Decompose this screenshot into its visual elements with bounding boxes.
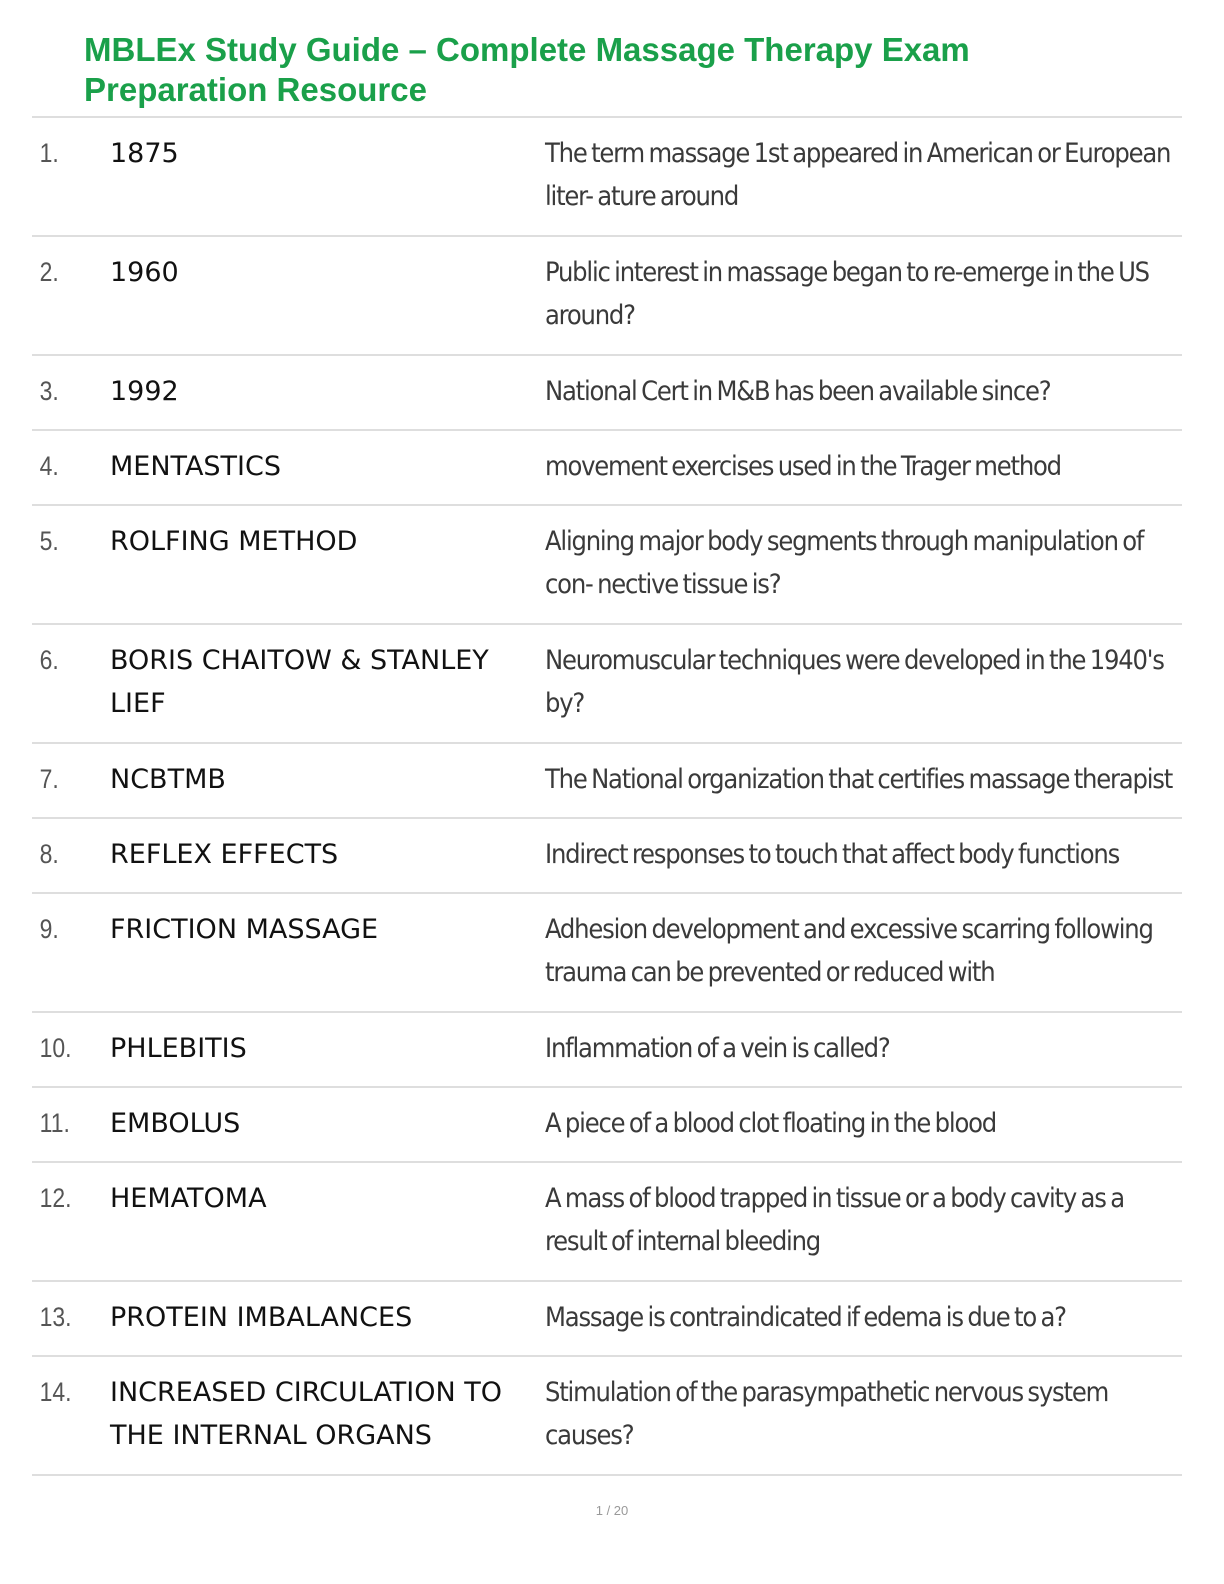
item-definition: Public interest in massage began to re-emerge in the US around? [545, 257, 1149, 331]
item-number: 14. [39, 1377, 72, 1407]
list-item [32, 1088, 1182, 1163]
item-number: 1. [39, 138, 59, 168]
item-number: 5. [39, 526, 59, 556]
item-definition: Neuromuscular techniques were developed in the 1940's by? [545, 645, 1164, 719]
item-definition: Stimulation of the parasympathetic nervous system causes? [545, 1377, 1109, 1451]
list-item [32, 237, 1182, 356]
item-number: 7. [39, 764, 59, 794]
page-title: MBLEx Study Guide – Complete Massage Therapy Exam Preparation Resource [84, 31, 970, 108]
list-item [32, 1163, 1182, 1282]
item-term: ROLFING METHOD [110, 526, 358, 557]
term-list [32, 118, 1182, 1476]
list-item [32, 744, 1182, 819]
item-number: 8. [39, 839, 59, 869]
item-term: INCREASED CIRCULATION TO THE INTERNAL ORGANS [110, 1377, 502, 1451]
item-number: 9. [39, 914, 59, 944]
list-item [32, 625, 1182, 744]
item-term: 1875 [110, 138, 179, 169]
item-term: PHLEBITIS [110, 1033, 247, 1064]
item-definition: National Cert in M&B has been available since? [545, 376, 1051, 407]
item-definition: Adhesion development and excessive scarring following trauma can be prevented or reduced with [545, 914, 1153, 988]
item-number: 13. [39, 1302, 72, 1332]
list-item [32, 356, 1182, 431]
list-item [32, 506, 1182, 625]
item-term: PROTEIN IMBALANCES [110, 1302, 413, 1333]
item-definition: Aligning major body segments through manipulation of con- nective tissue is? [545, 526, 1144, 600]
item-term: FRICTION MASSAGE [110, 914, 379, 945]
item-definition: A mass of blood trapped in tissue or a body cavity as a result of internal bleeding [545, 1183, 1124, 1257]
item-number: 10. [39, 1033, 72, 1063]
item-number: 12. [39, 1183, 72, 1213]
list-item [32, 1013, 1182, 1088]
item-definition: movement exercises used in the Trager method [545, 451, 1061, 482]
item-number: 2. [39, 257, 59, 287]
item-definition: Inflammation of a vein is called? [545, 1033, 890, 1064]
page-indicator: 1 / 20 [595, 1503, 629, 1518]
item-term: REFLEX EFFECTS [110, 839, 339, 870]
item-term: EMBOLUS [110, 1108, 241, 1139]
list-item [32, 894, 1182, 1013]
list-item [32, 1357, 1182, 1476]
item-term: HEMATOMA [110, 1183, 267, 1214]
item-term: NCBTMB [110, 764, 226, 795]
item-number: 6. [39, 645, 59, 675]
item-number: 4. [39, 451, 59, 481]
item-term: MENTASTICS [110, 451, 282, 482]
item-number: 11. [39, 1108, 70, 1138]
list-item [32, 431, 1182, 506]
item-definition: Massage is contraindicated if edema is due to a? [545, 1302, 1066, 1333]
item-number: 3. [39, 376, 59, 406]
item-definition: The National organization that certifies massage therapist [545, 764, 1173, 795]
list-item [32, 118, 1182, 237]
list-item [32, 1282, 1182, 1357]
item-definition: A piece of a blood clot floating in the blood [545, 1108, 996, 1139]
list-item [32, 819, 1182, 894]
item-definition: Indirect responses to touch that affect body functions [545, 839, 1120, 870]
item-term: 1992 [110, 376, 179, 407]
item-definition: The term massage 1st appeared in American or European liter- ature around [545, 138, 1171, 212]
item-term: 1960 [110, 257, 179, 288]
item-term: BORIS CHAITOW & STANLEY LIEF [110, 645, 489, 719]
